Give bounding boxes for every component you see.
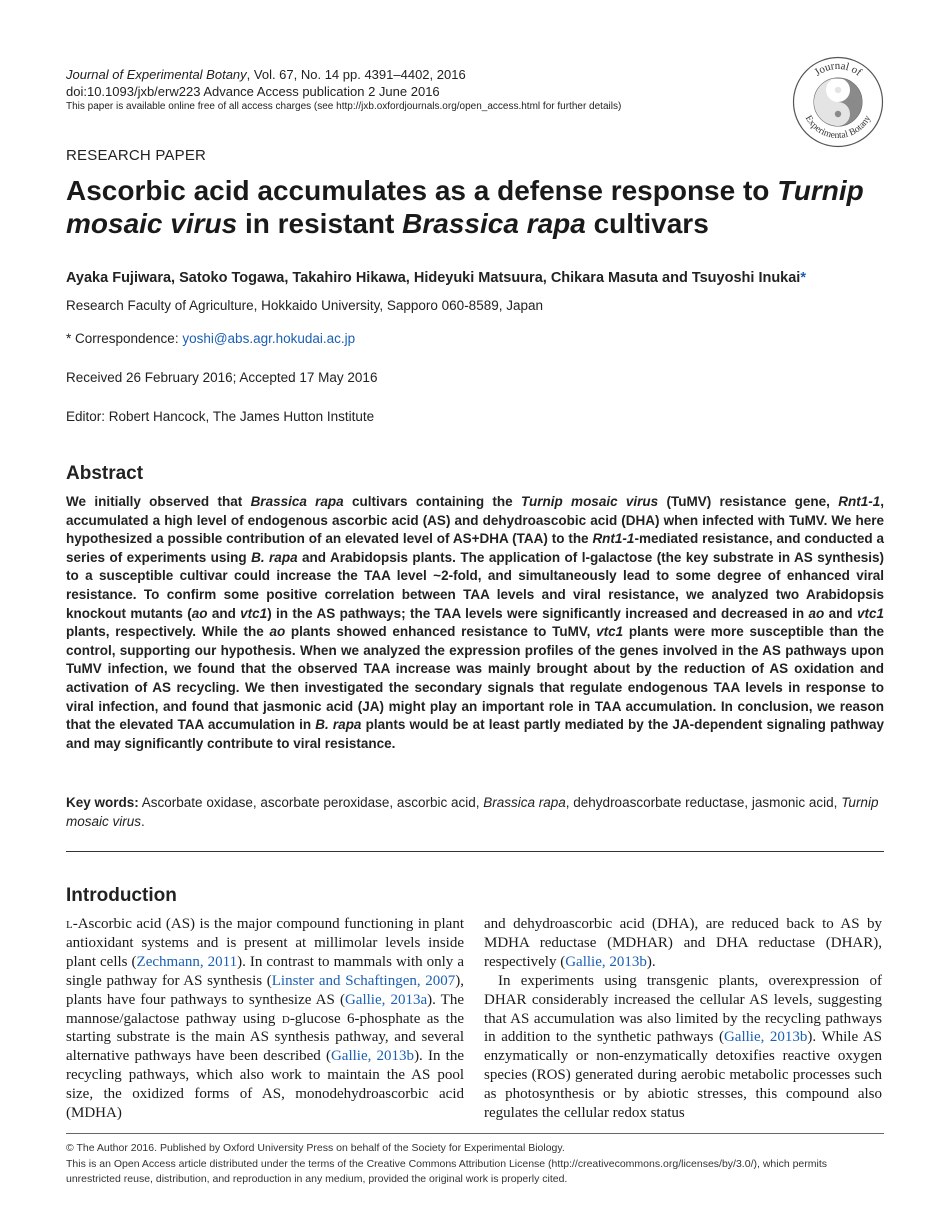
keywords: Key words: Ascorbate oxidase, ascorbate peroxidase, ascorbic acid, Brassica rapa, dehydroascorbate reductase, jasmonic acid, Turnip mosaic virus. [66, 795, 879, 829]
section-label: RESEARCH PAPER [66, 147, 207, 164]
logo-bottom-text: Experimental Botany [802, 113, 874, 142]
citation-link[interactable]: Linster and Schaftingen, 2007 [271, 972, 456, 989]
intro-paragraph: l-Ascorbic acid (AS) is the major compound functioning in plant antioxidant systems and is present at millimolar levels inside plant cells (Zechmann, 2011). In contrast to mammals with only a single pathway for AS synthesis (Linster and Schaftingen, 2007), plants have four pathways to synthesize AS (Gallie, 2013a). The mannose/galactose pathway using d-glucose 6-phosphate as the starting substrate is the main AS synthesis pathway, and several alternative pathways have been described (Gallie, 2013b). In the recycling pathways, which also work to maintain the AS pool size, the oxidized forms of AS, monodehydroascorbic acid (MDHA) [66, 916, 464, 1122]
paper-title: Ascorbic acid accumulates as a defense response to Turnip mosaic virus in resistant Brassica rapa cultivars [66, 175, 864, 239]
received-dates: Received 26 February 2016; Accepted 17 May 2016 [66, 370, 378, 385]
intro-paragraph: and dehydroascorbic acid (DHA), are reduced back to AS by MDHA reductase (MDHAR) and DHA reductase (DHAR), respectively (Gallie, 2013b). [484, 916, 882, 970]
journal-logo [792, 56, 884, 148]
intro-left-column [66, 915, 464, 1123]
footer-divider [66, 1133, 884, 1134]
journal-citation [66, 66, 466, 83]
citation-link[interactable]: Zechmann, 2011 [136, 953, 238, 970]
citation-link[interactable]: Gallie, 2013b [723, 1029, 808, 1046]
copyright-line: © The Author 2016. Published by Oxford University Press on behalf of the Society for Experimental Biology. [66, 1142, 565, 1154]
affiliation: Research Faculty of Agriculture, Hokkaido University, Sapporo 060-8589, Japan [66, 298, 544, 313]
abstract-heading: Abstract [66, 463, 144, 484]
intro-paragraph: In experiments using transgenic plants, overexpression of DHAR considerably increased the cellular AS levels, suggesting that AS accumulation was also limited by the recycling pathways in addition to the synthetic pathways (Gallie, 2013b). While AS enzymatically or non-enzymatically detoxifies reactive oxygen species (ROS) generated during aerobic metabolic processes such as photosynthesis or by abiotic stresses, this compound also regulates the cellular redox status [484, 972, 883, 1122]
keywords-label: Key words: [66, 795, 139, 810]
author-list: Ayaka Fujiwara, Satoko Togawa, Takahiro Hikawa, Hideyuki Matsuura, Chikara Masuta and Tsuyoshi Inukai* [66, 270, 806, 286]
license-text: This is an Open Access article distributed under the terms of the Creative Commons Attribution License (http://creativecommons.org/licenses/by/3.0/), which permits unrestricted reuse, distribution, and reproduction in any medium, provided the original work is properly cited. [66, 1158, 827, 1185]
editor-line: Editor: Robert Hancock, The James Hutton Institute [66, 409, 375, 424]
volume-pages: , Vol. 67, No. 14 pp. 4391–4402, 2016 [246, 67, 466, 82]
logo-top-text: Journal of [812, 59, 864, 79]
open-access-note: This paper is available online free of all access charges (see http://jxb.oxfordjournals.org/open_access.html for further details) [66, 101, 622, 112]
correspondence-email-link[interactable]: yoshi@abs.agr.hokudai.ac.jp [182, 331, 356, 346]
journal-name: Journal of Experimental Botany [66, 67, 247, 82]
citation-link[interactable]: Gallie, 2013a [344, 991, 428, 1008]
section-divider [66, 851, 884, 852]
intro-right-column [484, 915, 882, 1123]
doi-line: doi:10.1093/jxb/erw223 Advance Access publication 2 June 2016 [66, 84, 440, 99]
introduction-heading: Introduction [66, 885, 177, 906]
citation-link[interactable]: Gallie, 2013b [565, 953, 647, 970]
correspondence: * Correspondence: yoshi@abs.agr.hokudai.ac.jp [66, 331, 356, 346]
svg-text:Journal of [812, 60, 864, 79]
correspondence-marker[interactable]: * [800, 270, 806, 286]
citation-link[interactable]: Gallie, 2013b [330, 1048, 415, 1065]
abstract-body: We initially observed that Brassica rapa cultivars containing the Turnip mosaic virus (TuMV) resistance gene, Rnt1-1, accumulated a high level of endogenous ascorbic acid (AS) and dehydroascobic acid (DHA) when infected with TuMV. We here hypothesized a possible contribution of an elevated level of AS+DHA (TAA) to the Rnt1-1-mediated resistance, and conducted a series of experiments using B. rapa and Arabidopsis plants. The application of l-galactose (the key substrate in AS synthesis) to a susceptible cultivar could increase the TAA level ~2-fold, and simultaneously lead to some degree of enhanced viral resistance. To confirm some positive correlation between TAA levels and viral resistance, we analyzed two Arabidopsis knockout mutants (ao and vtc1) in the AS pathways; the TAA levels were significantly increased and decreased in ao and vtc1 plants, respectively. While the ao plants showed enhanced resistance to TuMV, vtc1 plants were more susceptible than the control, supporting our hypothesis. When we analyzed the expression profiles of the genes involved in the AS pathways upon TuMV infection, we found that the observed TAA increase was mainly brought about by the reduction of AS oxidation and activation of AS recycling. We then investigated the secondary signals that regulate endogenous TAA levels in response to viral infection, and found that jasmonic acid (JA) might play an important role in TAA accumulation. In conclusion, we reason that the elevated TAA accumulation in B. rapa plants would be at least partly mediated by the JA-dependent signaling pathway and may significantly contribute to viral resistance. [66, 494, 885, 751]
